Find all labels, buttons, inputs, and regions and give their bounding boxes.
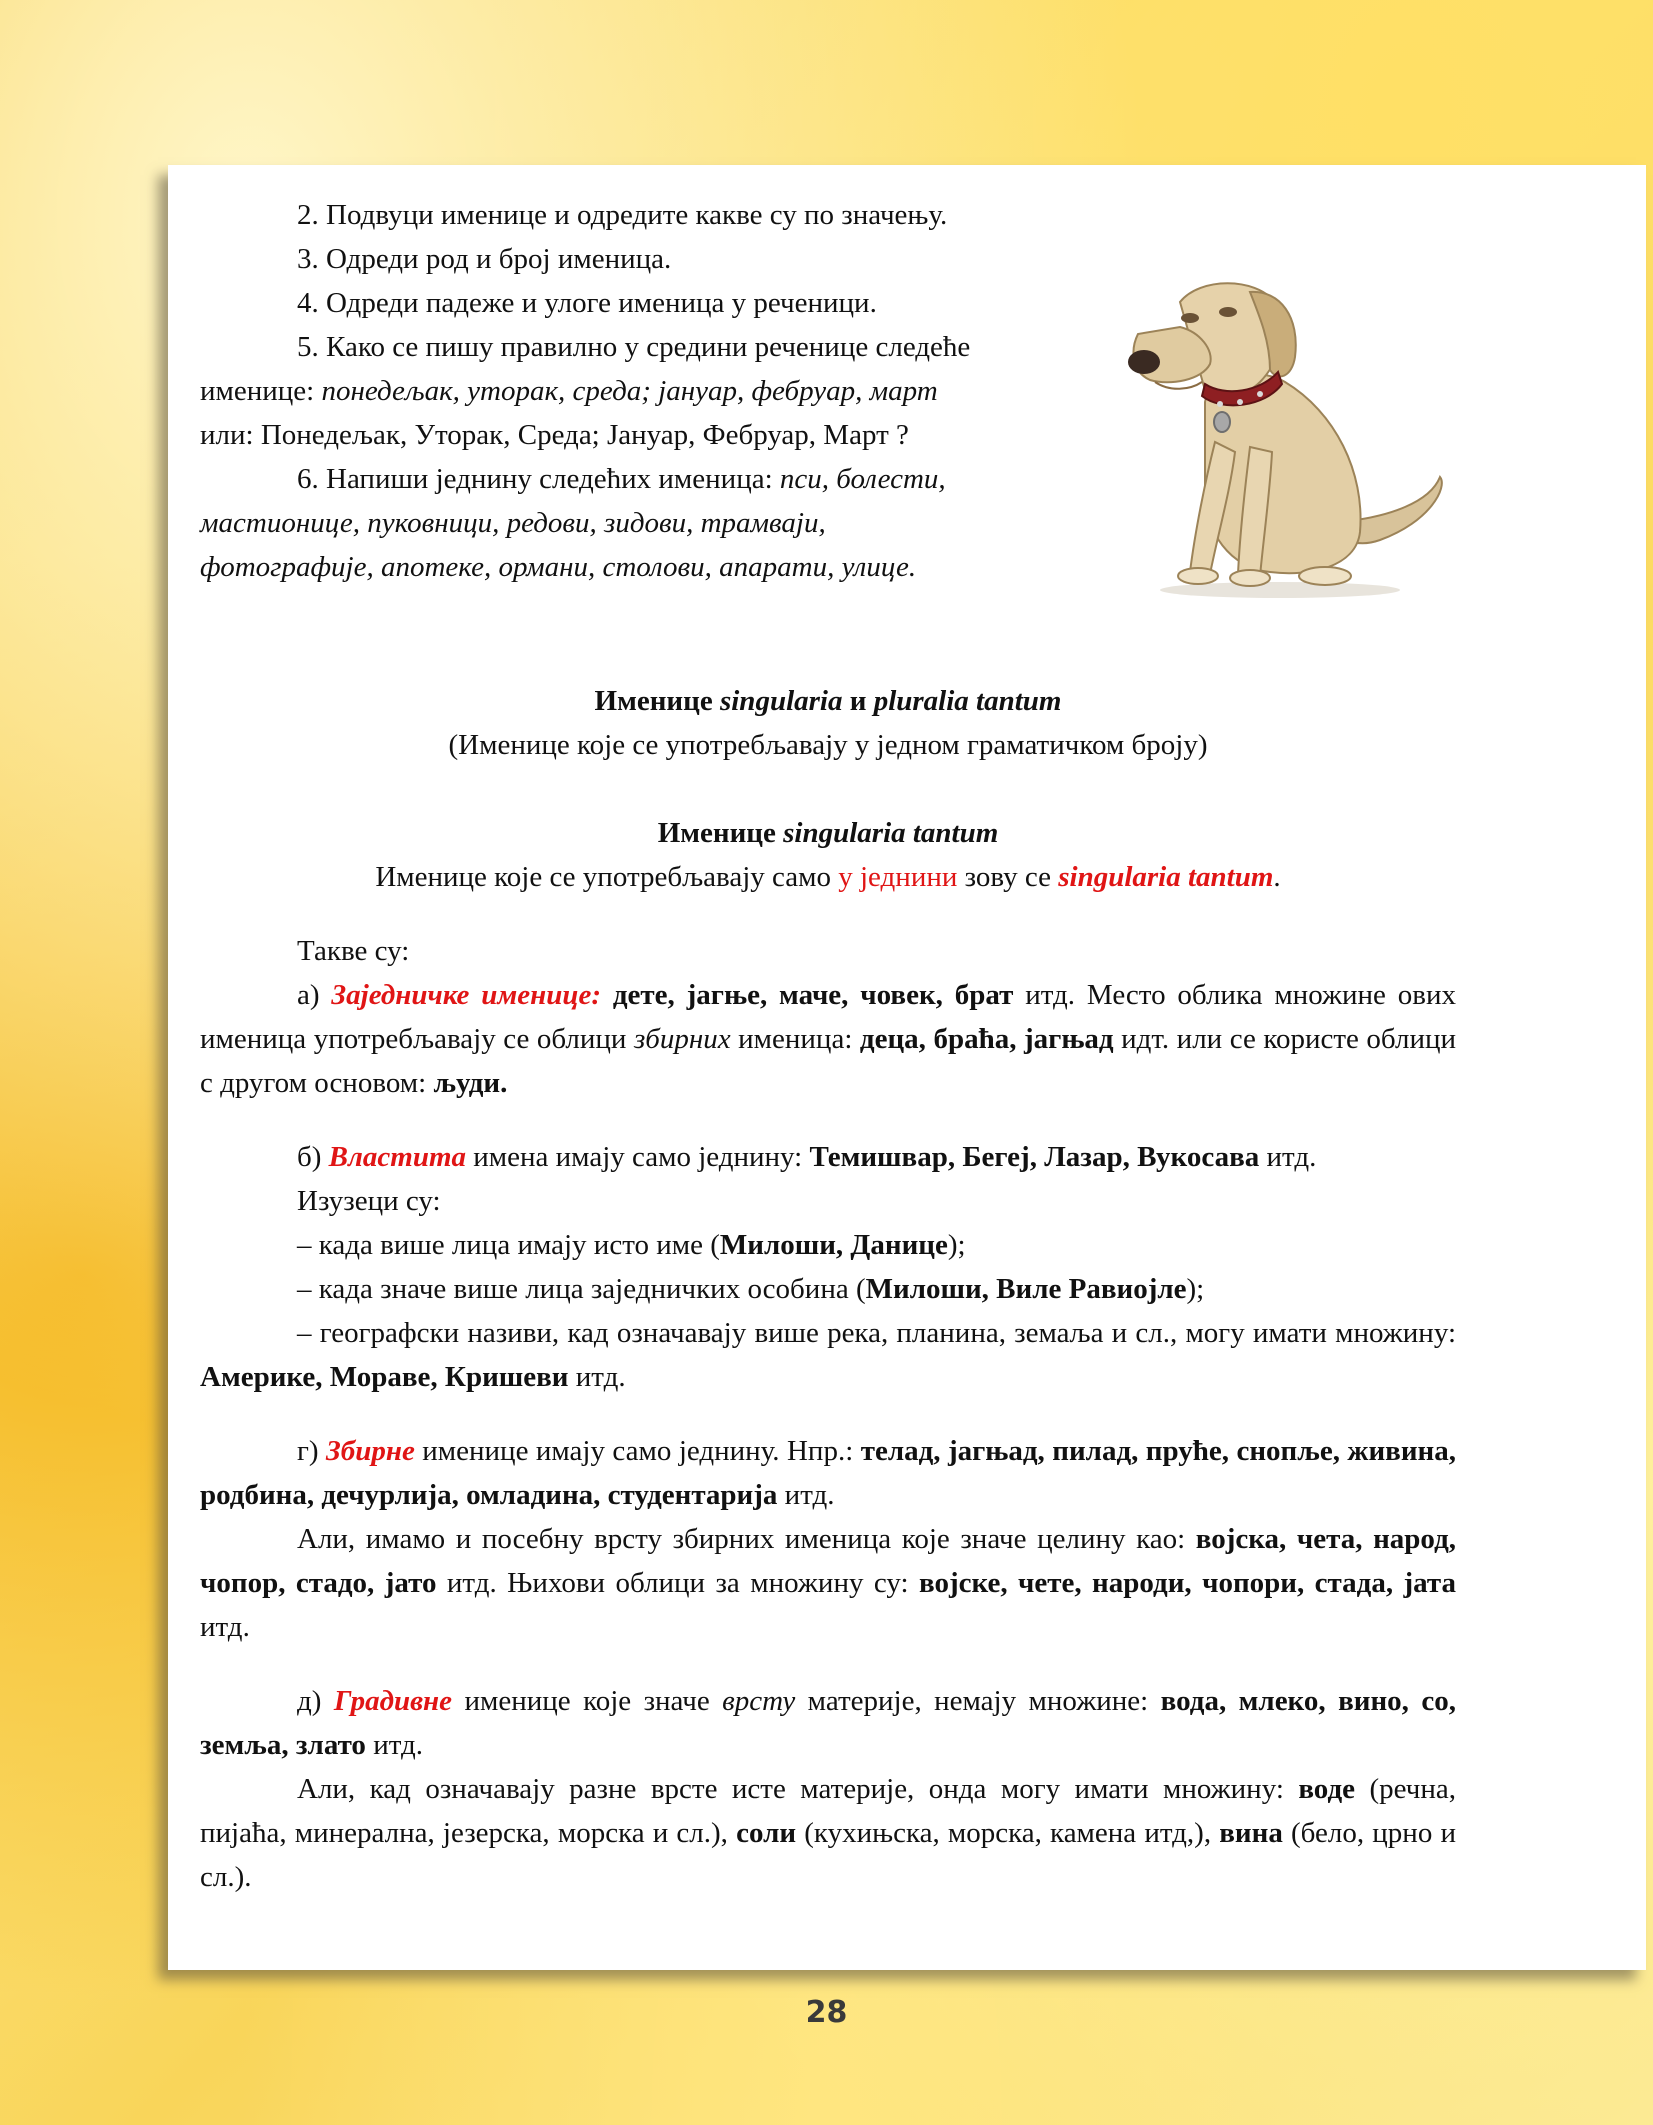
page-number: 28 — [805, 1995, 848, 2030]
exercise-5-line-1: 5. Како се пишу правилно у средини реченице следеће — [297, 331, 971, 363]
section-subtitle: (Именице које се употребљавају у једном граматичком броју) — [448, 729, 1208, 761]
exception-3: – географски називи, кад означавају више река, планина, земаља и сл., могу имати множину: Америке, Мораве, Кришеви итд. — [200, 1317, 1456, 1393]
point-b: б) Властита имена имају само једнину: Темишвар, Бегеј, Лазар, Вукосава итд. — [297, 1141, 1317, 1173]
point-d-plural: Али, кад означавају разне врсте исте материје, онда могу имати множину: воде (речна, пијаћа, минерална, језерска, морска и сл.), соли (кухињска, морска, камена итд,), вина (бело, црно и сл.). — [200, 1773, 1457, 1893]
point-a: а) Заједничке именице: дете, јагње, маче, човек, брат итд. Место облика множине ових именица употребљавају се облици збирних именица: деца, браћа, јагњад идт. или се користе облици с другом основом: људи. — [200, 979, 1457, 1099]
exercise-6-line-1: 6. Напиши једнину следећих именица: пси, болести, — [297, 463, 946, 495]
page-content — [200, 193, 1456, 1899]
exercise-2: 2. Подвуци именице и одредите какве су по значењу. — [297, 199, 948, 231]
exercise-3: 3. Одреди род и број именица. — [297, 243, 672, 275]
point-g: г) Збирне именице имају само једнину. Нпр.: телад, јагњад, пилад, пруће, снопље, живина, родбина, дечурлија, омладина, студентарија итд. — [200, 1435, 1456, 1511]
point-g-collective: Али, имамо и посебну врсту збирних именица које значе целину као: војска, чета, народ, чопор, стадо, јато итд. Њихови облици за множину су: војске, чете, народи, чопори, стада, јата итд. — [200, 1523, 1456, 1643]
point-d: д) Градивне именице које значе врсту материје, немају множине: вода, млеко, вино, со, земља, злато итд. — [200, 1685, 1456, 1761]
such-are-label: Такве су: — [297, 935, 410, 967]
exercise-4: 4. Одреди падеже и улоге именица у реченици. — [297, 287, 877, 319]
exercise-6-line-3: фотографије, апотеке, ормани, столови, апарати, улице. — [200, 551, 917, 583]
exercise-list — [200, 193, 1100, 589]
exercise-5-line-2: именице: понедељак, уторак, среда; јануар, фебруар, март — [200, 375, 938, 407]
exercise-6-line-2: мастионице, пуковници, редови, зидови, трамваји, — [200, 507, 826, 539]
exception-2: – када значе више лица заједничких особина (Милоши, Виле Равиојле); — [297, 1273, 1205, 1305]
exception-1: – када више лица имају исто име (Милоши, Данице); — [297, 1229, 966, 1261]
exercise-5-line-3: или: Понедељак, Уторак, Среда; Јануар, Фебруар, Март ? — [200, 419, 909, 451]
exceptions-label: Изузеци су: — [297, 1185, 441, 1217]
section-title: Именице singularia и pluralia tantum — [594, 685, 1062, 717]
singularia-heading: Именице singularia tantum — [657, 817, 999, 849]
singularia-definition: Именице које се употребљавају само у једнини зову се singularia tantum. — [375, 861, 1281, 893]
